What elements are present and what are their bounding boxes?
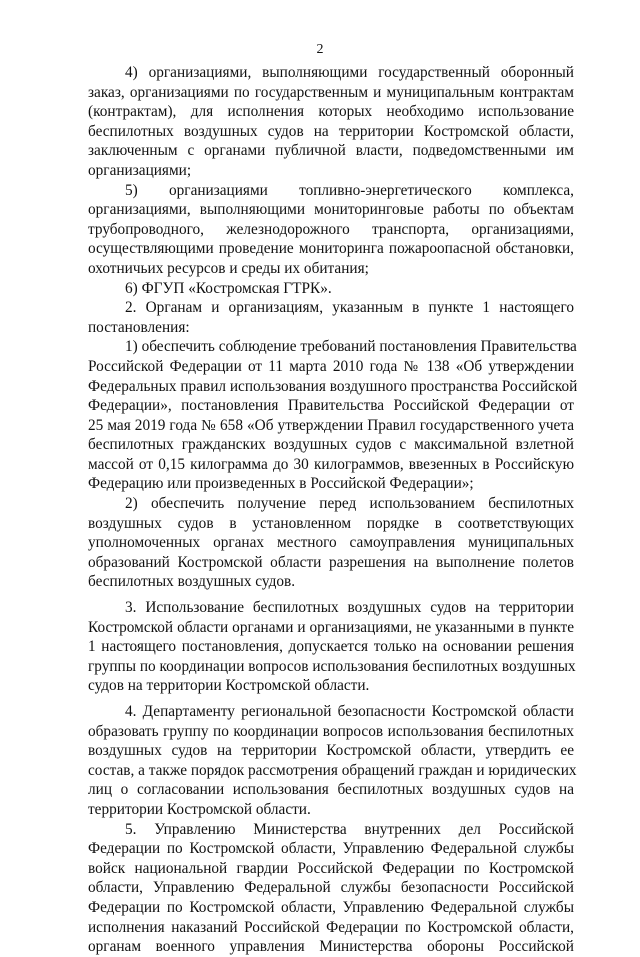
page-number: 2 [316,42,324,57]
text-line: 1 настоящего постановления, допускается только на основании решения [88,638,574,656]
text-line: органам военного управления Министерства обороны Российской [88,938,574,956]
text-line: области, Управлению Федеральной службы безопасности Российской [88,879,574,897]
paragraph-item2 [88,298,574,337]
text-line: исполнения наказаний Российской Федерации по Костромской области, [88,918,574,936]
text-line: беспилотных воздушных судов на территории Костромской области, [88,122,574,140]
text-line: 25 мая 2019 года № 658 «Об утверждении Правил государственного учета [88,416,574,434]
text-line: беспилотных воздушных судов. [88,573,296,591]
text-line: Федерации», постановления Правительства Российской Федерации от [88,397,574,415]
text-line: организациями, выполняющими мониторинговые работы по объектам [88,201,574,219]
text-line: лиц о согласовании использования беспилотных воздушных судов на [88,781,574,799]
paragraph-item5 [88,820,574,957]
text-line: Федерации по Костромской области, Управлению Федеральной службы [88,898,574,916]
text-line: беспилотных гражданских воздушных судов с максимальной взлетной [88,436,574,454]
text-line: Костромской области органами и организациями, не указанными в пункте [88,618,574,636]
text-line: Федерации по Костромской области, Управлению Федеральной службы [88,840,574,858]
text-line: осуществляющими проведение мониторинга пожароопасной обстановки, [88,240,574,258]
text-line: судов на территории Костромской области. [88,677,370,695]
text-line: 6) ФГУП «Костромская ГТРК». [125,279,332,297]
text-line: заключенным с органами публичной власти, подведомственными им [88,142,574,160]
text-line: заказ, организациями по государственным и муниципальным контрактам [88,83,574,101]
text-line: образовать группу по координации вопросов использования беспилотных [88,722,574,740]
text-line: постановления: [88,318,190,336]
text-line: Федеральных правил использования воздушного пространства Российской [88,377,578,395]
paragraph-item2-1 [88,337,578,494]
document-body [88,63,578,957]
text-line: 2. Органам и организациям, указанным в пункте 1 настоящего [125,299,574,317]
text-line: массой от 0,15 килограмма до 30 килограммов, ввезенных в Российскую [88,455,574,473]
text-line: 2) обеспечить получение перед использованием беспилотных [125,495,574,513]
paragraph-p4 [88,63,574,181]
text-line: 4) организациями, выполняющими государственный оборонный [125,64,574,81]
text-line: 5) организациями топливно-энергетического комплекса, [125,181,574,199]
text-line: 4. Департаменту региональной безопасности Костромской области [125,703,574,720]
text-line: 5. Управлению Министерства внутренних дел Российской [125,820,574,838]
text-line: войск национальной гвардии Российской Федерации по Костромской [88,859,574,877]
paragraph-item4 [88,702,577,820]
text-line: 3. Использование беспилотных воздушных судов на территории [125,599,574,617]
text-line: образований Костромской области разрешения на выполнение полетов [88,553,574,571]
text-line: состав, а также порядок рассмотрения обращений граждан и юридических [88,761,577,779]
text-line: уполномоченных органах местного самоуправления муниципальных [88,534,574,552]
paragraph-item2-2 [88,494,574,592]
text-line: трубопроводного, железнодорожного транспорта, организациями, [88,220,574,238]
text-line: Федерацию или произведенных в Российской Федерации»; [88,475,474,493]
text-line: воздушных судов на территории Костромской области, утвердить ее [88,742,574,760]
text-line: охотничьих ресурсов и среды их обитания; [88,259,369,277]
text-line: Российской Федерации от 11 марта 2010 года № 138 «Об утверждении [88,357,574,375]
text-line: группы по координации вопросов использования беспилотных воздушных [88,657,576,675]
paragraph-item3 [88,598,574,696]
text-line: организациями; [88,161,192,179]
paragraph-p5 [88,181,574,279]
text-line: (контрактам), для исполнения которых необходимо использование [88,103,574,121]
text-line: 1) обеспечить соблюдение требований постановления Правительства [125,338,577,356]
text-line: территории Костромской области. [88,800,311,818]
paragraph-p6 [88,279,574,299]
text-line: воздушных судов в установленном порядке в соответствующих [88,514,574,532]
